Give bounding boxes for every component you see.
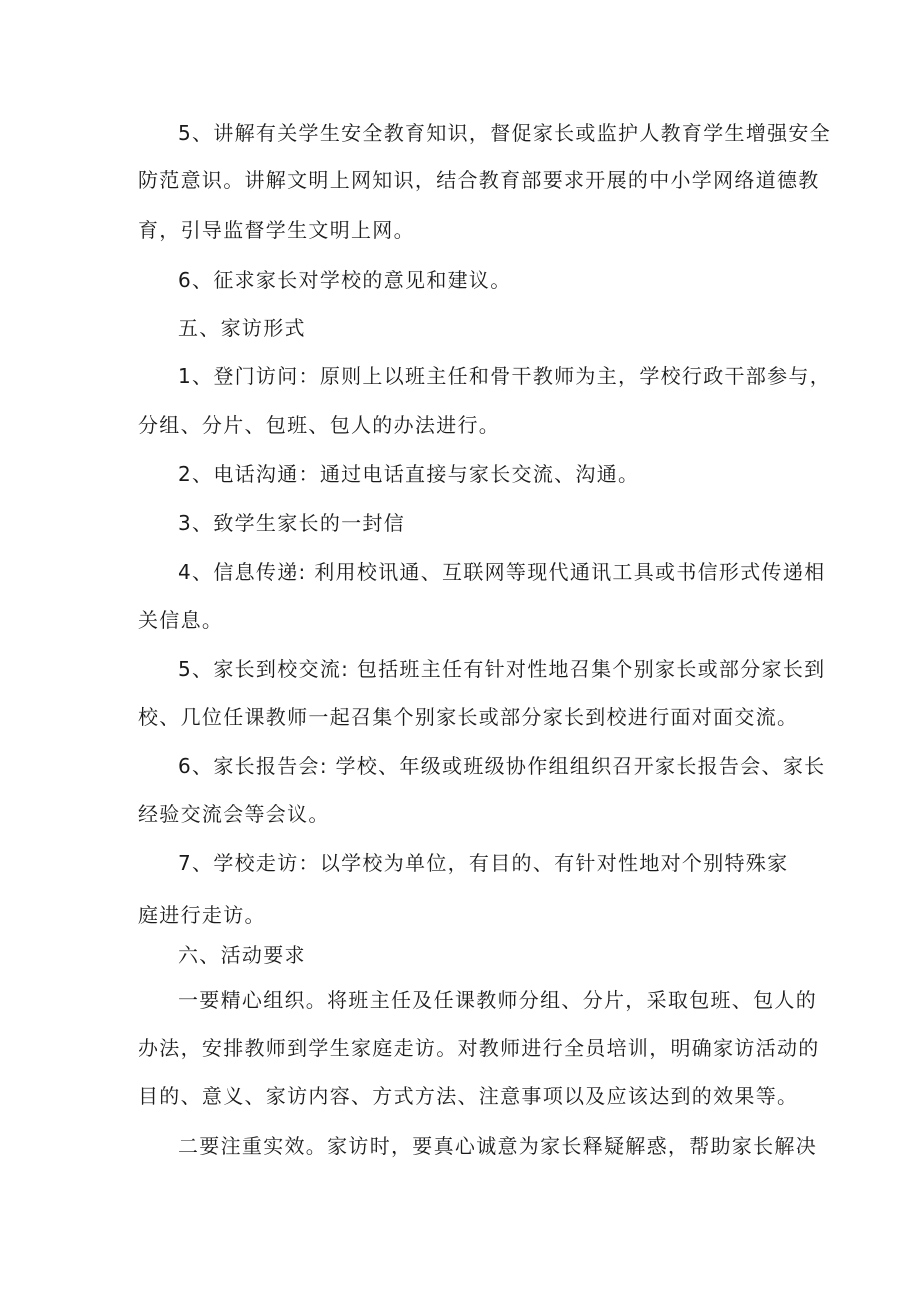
section-heading: 六、活动要求 [178, 943, 306, 967]
paragraph-line: 二要注重实效。家访时，要真心诚意为家长释疑解惑，帮助家长解决 [178, 1134, 817, 1158]
paragraph-line: 4、信息传递: 利用校讯通、互联网等现代通讯工具或书信形式传递相 [178, 560, 826, 584]
paragraph-line: 目的、意义、家访内容、方式方法、注意事项以及应该达到的效果等。 [138, 1084, 799, 1108]
paragraph-line: 办法，安排教师到学生家庭走访。对教师进行全员培训，明确家访活动的 [138, 1036, 820, 1060]
section-heading: 五、家访形式 [178, 316, 306, 340]
paragraph-line: 校、几位任课教师一起召集个别家长或部分家长到校进行面对面交流。 [138, 705, 799, 729]
paragraph-line: 育，引导监督学生文明上网。 [138, 218, 415, 242]
paragraph-line: 5、家长到校交流: 包括班主任有针对性地召集个别家长或部分家长到 [178, 657, 826, 681]
paragraph-line: 1、登门访问：原则上以班主任和骨干教师为主，学校行政干部参与， [178, 364, 832, 388]
paragraph-line: 7、学校走访：以学校为单位，有目的、有针对性地对个别特殊家 [178, 851, 789, 875]
paragraph-line: 一要精心组织。将班主任及任课教师分组、分片，采取包班、包人的 [178, 988, 817, 1012]
paragraph-line: 3、致学生家长的一封信 [178, 511, 406, 535]
paragraph-line: 6、家长报告会: 学校、年级或班级协作组组织召开家长报告会、家长 [178, 754, 826, 778]
paragraph-line: 关信息。 [138, 608, 224, 632]
paragraph-line: 6、征求家长对学校的意见和建议。 [178, 268, 512, 292]
paragraph-line: 2、电话沟通：通过电话直接与家长交流、沟通。 [178, 462, 640, 486]
paragraph-line: 经验交流会等会议。 [138, 802, 330, 826]
paragraph-line: 庭进行走访。 [138, 903, 266, 927]
paragraph-line: 防范意识。讲解文明上网知识，结合教育部要求开展的中小学网络道德教 [138, 168, 820, 192]
paragraph-line: 分组、分片、包班、包人的办法进行。 [138, 413, 501, 437]
paragraph-line: 5、讲解有关学生安全教育知识，督促家长或监护人教育学生增强安全 [178, 121, 832, 145]
